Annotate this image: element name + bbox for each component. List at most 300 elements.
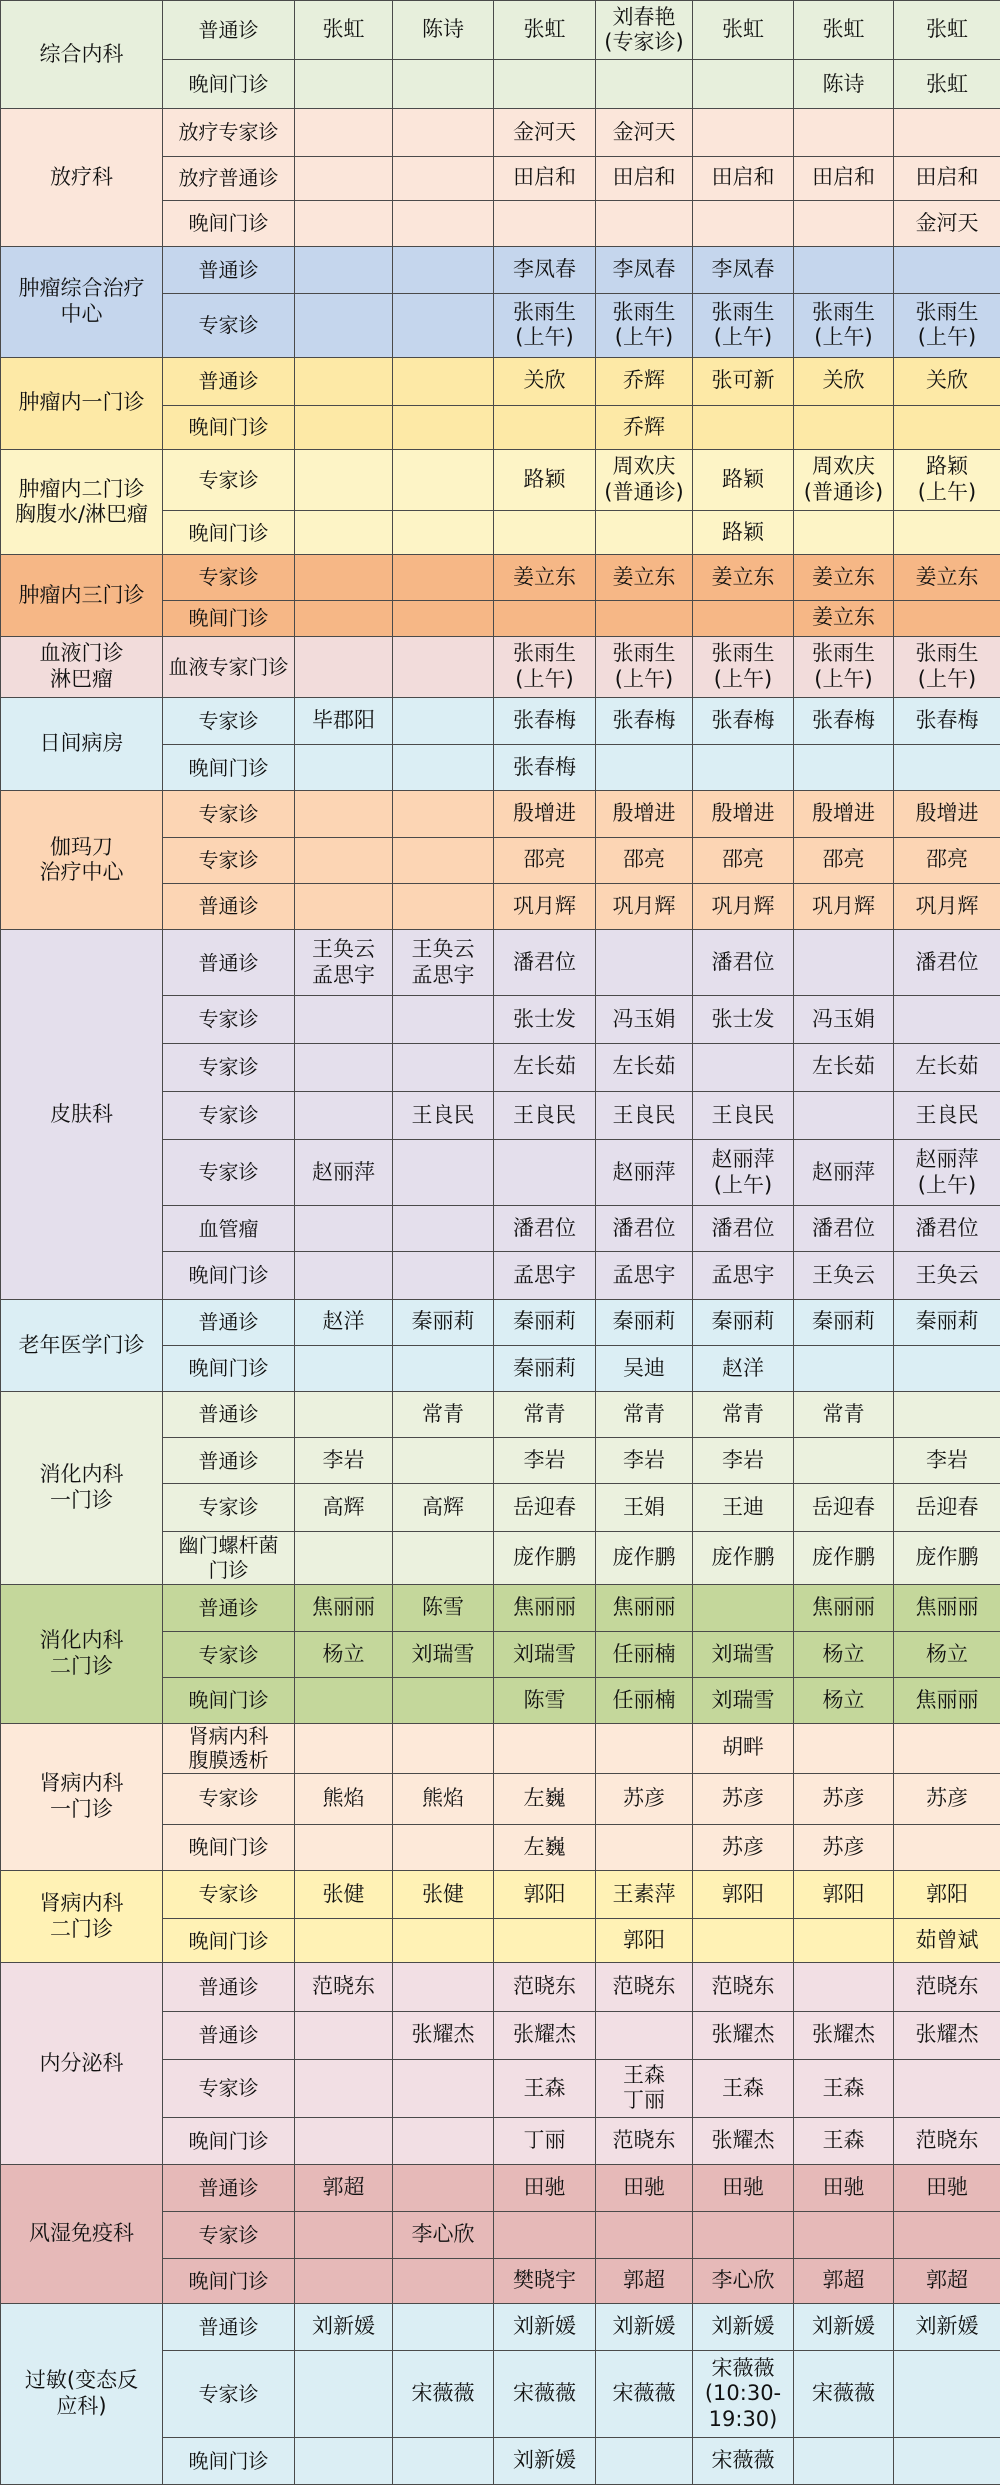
doctor-cell (295, 636, 393, 697)
doctor-cell (693, 60, 794, 109)
doctor-cell: 殷增进 (894, 791, 1000, 837)
doctor-cell: 姜立东 (693, 555, 794, 600)
doctor-cell: 秦丽莉 (693, 1299, 794, 1345)
doctor-cell: 郭阳 (494, 1870, 596, 1918)
doctor-cell: 王森 (494, 2059, 596, 2117)
doctor-cell: 王森 (794, 2059, 894, 2117)
clinic-type: 肾病内科 腹膜透析 (163, 1723, 295, 1773)
doctor-cell (295, 1392, 393, 1438)
doctor-cell (894, 2059, 1000, 2117)
doctor-cell: 张耀杰 (693, 2011, 794, 2059)
clinic-type: 专家诊 (163, 1773, 295, 1824)
doctor-cell (794, 1919, 894, 1963)
doctor-cell: 陈诗 (393, 1, 494, 60)
clinic-type: 普通诊 (163, 2165, 295, 2212)
doctor-cell (794, 745, 894, 791)
table-row (1, 2303, 1000, 2350)
doctor-cell: 金河天 (596, 109, 693, 156)
doctor-cell (693, 200, 794, 246)
clinic-type: 晚间门诊 (163, 405, 295, 449)
clinic-type: 专家诊 (163, 996, 295, 1043)
doctor-cell (295, 1206, 393, 1252)
doctor-cell: 孟思宇 (596, 1252, 693, 1299)
doctor-cell: 庞作鹏 (794, 1531, 894, 1584)
doctor-cell: 殷增进 (693, 791, 794, 837)
doctor-cell (596, 2212, 693, 2258)
doctor-cell: 巩月辉 (894, 883, 1000, 929)
clinic-type: 专家诊 (163, 555, 295, 600)
doctor-cell (494, 1139, 596, 1205)
doctor-cell: 郭阳 (794, 1870, 894, 1918)
doctor-cell: 焦丽丽 (596, 1584, 693, 1631)
doctor-cell: 潘君位 (596, 1206, 693, 1252)
doctor-cell (794, 930, 894, 996)
doctor-cell (393, 449, 494, 510)
doctor-cell: 苏彦 (693, 1824, 794, 1870)
doctor-cell: 高辉 (295, 1484, 393, 1531)
doctor-cell: 张虹 (295, 1, 393, 60)
clinic-type: 普通诊 (163, 883, 295, 929)
doctor-cell (393, 2117, 494, 2164)
doctor-cell (295, 2212, 393, 2258)
doctor-cell: 赵丽萍 (上午) (693, 1139, 794, 1205)
doctor-cell: 姜立东 (596, 555, 693, 600)
department-name: 肾病内科 二门诊 (1, 1870, 163, 1962)
clinic-type: 晚间门诊 (163, 60, 295, 109)
doctor-cell: 左长茹 (894, 1043, 1000, 1091)
clinic-type: 专家诊 (163, 698, 295, 745)
doctor-cell (295, 511, 393, 555)
doctor-cell: 宋薇薇 (10:30- 19:30) (693, 2351, 794, 2438)
doctor-cell: 焦丽丽 (494, 1584, 596, 1631)
doctor-cell: 杨立 (794, 1678, 894, 1723)
doctor-cell: 张春梅 (693, 698, 794, 745)
department-name: 肿瘤内二门诊 胸腹水/淋巴瘤 (1, 449, 163, 554)
table-row (1, 1870, 1000, 1918)
department-name: 内分泌科 (1, 1963, 163, 2165)
doctor-cell: 潘君位 (693, 1206, 794, 1252)
clinic-type: 普通诊 (163, 2303, 295, 2350)
doctor-cell (494, 511, 596, 555)
doctor-cell (393, 156, 494, 200)
doctor-cell (393, 200, 494, 246)
doctor-cell (393, 636, 494, 697)
doctor-cell (393, 1678, 494, 1723)
doctor-cell (295, 294, 393, 357)
doctor-cell: 范晓东 (894, 1963, 1000, 2011)
doctor-cell: 张雨生 (上午) (894, 294, 1000, 357)
doctor-cell (393, 791, 494, 837)
doctor-cell: 姜立东 (794, 600, 894, 636)
doctor-cell: 熊焰 (295, 1773, 393, 1824)
doctor-cell: 张可新 (693, 357, 794, 405)
doctor-cell (393, 555, 494, 600)
doctor-cell: 范晓东 (596, 1963, 693, 2011)
doctor-cell: 毕郡阳 (295, 698, 393, 745)
doctor-cell (295, 2059, 393, 2117)
clinic-type: 晚间门诊 (163, 2258, 295, 2303)
doctor-cell: 范晓东 (295, 1963, 393, 2011)
doctor-cell (295, 996, 393, 1043)
doctor-cell (596, 2011, 693, 2059)
doctor-cell: 邵亮 (794, 837, 894, 883)
doctor-cell (596, 60, 693, 109)
doctor-cell: 刘新媛 (295, 2303, 393, 2350)
doctor-cell (894, 1392, 1000, 1438)
clinic-type: 普通诊 (163, 357, 295, 405)
doctor-cell: 郭超 (794, 2258, 894, 2303)
doctor-cell (393, 2258, 494, 2303)
doctor-cell: 田启和 (894, 156, 1000, 200)
doctor-cell (596, 200, 693, 246)
doctor-cell (393, 1139, 494, 1205)
doctor-cell: 殷增进 (794, 791, 894, 837)
doctor-cell: 宋薇薇 (393, 2351, 494, 2438)
doctor-cell: 胡畔 (693, 1723, 794, 1773)
doctor-cell (393, 1043, 494, 1091)
doctor-cell: 孟思宇 (693, 1252, 794, 1299)
doctor-cell: 田启和 (794, 156, 894, 200)
department-name: 放疗科 (1, 109, 163, 247)
doctor-cell: 殷增进 (596, 791, 693, 837)
doctor-cell: 关欣 (494, 357, 596, 405)
doctor-cell (894, 996, 1000, 1043)
doctor-cell (693, 745, 794, 791)
department-name: 伽玛刀 治疗中心 (1, 791, 163, 930)
clinic-type: 晚间门诊 (163, 2117, 295, 2164)
clinic-type: 普通诊 (163, 1584, 295, 1631)
doctor-cell (393, 1723, 494, 1773)
doctor-cell (393, 511, 494, 555)
doctor-cell: 金河天 (494, 109, 596, 156)
doctor-cell: 张虹 (494, 1, 596, 60)
clinic-type: 晚间门诊 (163, 200, 295, 246)
doctor-cell (894, 109, 1000, 156)
doctor-cell (393, 2303, 494, 2350)
doctor-cell: 范晓东 (494, 1963, 596, 2011)
clinic-type: 普通诊 (163, 1438, 295, 1484)
clinic-type: 普通诊 (163, 1, 295, 60)
doctor-cell (295, 357, 393, 405)
doctor-cell (295, 1345, 393, 1391)
doctor-cell: 潘君位 (894, 930, 1000, 996)
doctor-cell: 王奂云 (794, 1252, 894, 1299)
doctor-cell (295, 791, 393, 837)
doctor-cell: 范晓东 (693, 1963, 794, 2011)
doctor-cell: 冯玉娟 (596, 996, 693, 1043)
doctor-cell (794, 511, 894, 555)
doctor-cell: 高辉 (393, 1484, 494, 1531)
doctor-cell: 郭超 (894, 2258, 1000, 2303)
doctor-cell: 庞作鹏 (894, 1531, 1000, 1584)
doctor-cell: 姜立东 (794, 555, 894, 600)
table-row (1, 1723, 1000, 1773)
doctor-cell (794, 1438, 894, 1484)
doctor-cell: 秦丽莉 (393, 1299, 494, 1345)
doctor-cell (393, 1206, 494, 1252)
doctor-cell (295, 1919, 393, 1963)
clinic-type: 专家诊 (163, 2059, 295, 2117)
doctor-cell (393, 698, 494, 745)
department-name: 综合内科 (1, 1, 163, 109)
doctor-cell: 张春梅 (494, 745, 596, 791)
doctor-cell: 左长茹 (494, 1043, 596, 1091)
clinic-type: 放疗专家诊 (163, 109, 295, 156)
doctor-cell: 范晓东 (596, 2117, 693, 2164)
doctor-cell (295, 449, 393, 510)
doctor-cell: 邵亮 (693, 837, 794, 883)
doctor-cell (894, 2438, 1000, 2485)
clinic-type: 专家诊 (163, 1091, 295, 1139)
doctor-cell: 潘君位 (894, 1206, 1000, 1252)
doctor-cell: 孟思宇 (494, 1252, 596, 1299)
doctor-cell (295, 1723, 393, 1773)
doctor-cell: 潘君位 (494, 1206, 596, 1252)
doctor-cell: 张雨生 (上午) (494, 636, 596, 697)
doctor-cell: 樊晓宇 (494, 2258, 596, 2303)
doctor-cell: 乔辉 (596, 357, 693, 405)
doctor-cell: 常青 (794, 1392, 894, 1438)
doctor-cell: 焦丽丽 (794, 1584, 894, 1631)
table-row (1, 2165, 1000, 2212)
doctor-cell: 庞作鹏 (596, 1531, 693, 1584)
doctor-cell (393, 837, 494, 883)
doctor-cell (295, 600, 393, 636)
doctor-cell: 王良民 (494, 1091, 596, 1139)
doctor-cell: 苏彦 (693, 1773, 794, 1824)
doctor-cell: 李岩 (494, 1438, 596, 1484)
clinic-type: 专家诊 (163, 294, 295, 357)
table-row (1, 109, 1000, 156)
doctor-cell (894, 405, 1000, 449)
table-row (1, 247, 1000, 294)
doctor-cell: 王素萍 (596, 1870, 693, 1918)
doctor-cell: 刘瑞雪 (693, 1678, 794, 1723)
table-row (1, 1963, 1000, 2011)
doctor-cell: 王森 (794, 2117, 894, 2164)
doctor-cell: 刘瑞雪 (693, 1632, 794, 1678)
doctor-cell (794, 405, 894, 449)
doctor-cell: 乔辉 (596, 405, 693, 449)
doctor-cell (794, 2212, 894, 2258)
clinic-type: 专家诊 (163, 2351, 295, 2438)
doctor-cell: 左长茹 (596, 1043, 693, 1091)
doctor-cell (894, 247, 1000, 294)
doctor-cell: 张雨生 (上午) (494, 294, 596, 357)
doctor-cell (494, 1723, 596, 1773)
doctor-cell (494, 60, 596, 109)
doctor-cell: 王良民 (693, 1091, 794, 1139)
doctor-cell (494, 200, 596, 246)
doctor-cell (295, 1678, 393, 1723)
doctor-cell: 赵洋 (295, 1299, 393, 1345)
doctor-cell: 左长茹 (794, 1043, 894, 1091)
doctor-cell: 秦丽莉 (494, 1299, 596, 1345)
doctor-cell: 李凤春 (494, 247, 596, 294)
doctor-cell (596, 930, 693, 996)
doctor-cell (393, 2059, 494, 2117)
doctor-cell: 赵洋 (693, 1345, 794, 1391)
department-name: 老年医学门诊 (1, 1299, 163, 1391)
doctor-cell (596, 1824, 693, 1870)
doctor-cell (295, 405, 393, 449)
doctor-cell: 郭阳 (894, 1870, 1000, 1918)
doctor-cell: 张虹 (894, 60, 1000, 109)
clinic-type: 晚间门诊 (163, 1824, 295, 1870)
doctor-cell: 张春梅 (894, 698, 1000, 745)
doctor-cell: 吴迪 (596, 1345, 693, 1391)
clinic-type: 专家诊 (163, 1139, 295, 1205)
doctor-cell: 赵丽萍 (295, 1139, 393, 1205)
doctor-cell (693, 600, 794, 636)
clinic-type: 血液专家门诊 (163, 636, 295, 697)
doctor-cell: 宋薇薇 (494, 2351, 596, 2438)
doctor-cell: 刘新媛 (494, 2438, 596, 2485)
clinic-type: 晚间门诊 (163, 1678, 295, 1723)
doctor-cell: 常青 (494, 1392, 596, 1438)
doctor-cell (393, 883, 494, 929)
doctor-cell: 张耀杰 (393, 2011, 494, 2059)
doctor-cell: 苏彦 (894, 1773, 1000, 1824)
department-name: 消化内科 二门诊 (1, 1584, 163, 1723)
doctor-cell (693, 405, 794, 449)
doctor-cell: 张耀杰 (794, 2011, 894, 2059)
doctor-cell (295, 156, 393, 200)
doctor-cell (794, 109, 894, 156)
doctor-cell: 杨立 (794, 1632, 894, 1678)
doctor-cell: 苏彦 (596, 1773, 693, 1824)
doctor-cell (494, 1919, 596, 1963)
doctor-cell (295, 2351, 393, 2438)
doctor-cell: 常青 (596, 1392, 693, 1438)
doctor-cell: 张耀杰 (693, 2117, 794, 2164)
clinic-type: 专家诊 (163, 1870, 295, 1918)
doctor-cell (393, 60, 494, 109)
doctor-cell: 宋薇薇 (794, 2351, 894, 2438)
doctor-cell: 田驰 (596, 2165, 693, 2212)
doctor-cell: 茹曾斌 (894, 1919, 1000, 1963)
doctor-cell: 王良民 (393, 1091, 494, 1139)
doctor-cell (494, 405, 596, 449)
doctor-cell (295, 745, 393, 791)
department-name: 风湿免疫科 (1, 2165, 163, 2304)
doctor-cell: 郭超 (295, 2165, 393, 2212)
doctor-cell: 王奂云 孟思宇 (393, 930, 494, 996)
doctor-cell (393, 109, 494, 156)
doctor-cell: 刘新媛 (794, 2303, 894, 2350)
doctor-cell: 岳迎春 (494, 1484, 596, 1531)
doctor-cell (295, 247, 393, 294)
doctor-cell (295, 1252, 393, 1299)
clinic-type: 专家诊 (163, 1484, 295, 1531)
doctor-cell: 常青 (393, 1392, 494, 1438)
doctor-cell (693, 1043, 794, 1091)
doctor-cell: 张雨生 (上午) (794, 294, 894, 357)
clinic-type: 晚间门诊 (163, 511, 295, 555)
table-row (1, 698, 1000, 745)
doctor-cell: 田启和 (693, 156, 794, 200)
doctor-cell (894, 2212, 1000, 2258)
doctor-cell: 王迪 (693, 1484, 794, 1531)
doctor-cell: 张雨生 (上午) (693, 636, 794, 697)
doctor-cell: 李岩 (693, 1438, 794, 1484)
doctor-cell: 巩月辉 (794, 883, 894, 929)
doctor-cell (393, 1345, 494, 1391)
doctor-cell (295, 1531, 393, 1584)
doctor-cell: 任丽楠 (596, 1678, 693, 1723)
table-row (1, 636, 1000, 697)
table-row (1, 449, 1000, 510)
doctor-cell: 关欣 (794, 357, 894, 405)
doctor-cell (295, 883, 393, 929)
clinic-type: 放疗普通诊 (163, 156, 295, 200)
doctor-cell (794, 1723, 894, 1773)
clinic-type: 专家诊 (163, 1632, 295, 1678)
doctor-cell: 张虹 (693, 1, 794, 60)
doctor-cell: 巩月辉 (494, 883, 596, 929)
doctor-cell (295, 2258, 393, 2303)
doctor-cell: 田驰 (693, 2165, 794, 2212)
doctor-cell: 潘君位 (494, 930, 596, 996)
doctor-cell: 姜立东 (494, 555, 596, 600)
clinic-type: 晚间门诊 (163, 1252, 295, 1299)
doctor-cell: 张春梅 (596, 698, 693, 745)
doctor-cell (794, 247, 894, 294)
clinic-type: 幽门螺杆菌 门诊 (163, 1531, 295, 1584)
doctor-cell: 路颖 (693, 449, 794, 510)
table-row (1, 1392, 1000, 1438)
doctor-cell (295, 837, 393, 883)
doctor-cell: 田启和 (494, 156, 596, 200)
doctor-cell: 张虹 (794, 1, 894, 60)
doctor-cell: 路颖 (上午) (894, 449, 1000, 510)
doctor-cell: 苏彦 (794, 1773, 894, 1824)
department-name: 肿瘤内三门诊 (1, 555, 163, 636)
doctor-cell: 金河天 (894, 200, 1000, 246)
doctor-cell (295, 109, 393, 156)
doctor-cell: 田驰 (894, 2165, 1000, 2212)
doctor-cell: 潘君位 (794, 1206, 894, 1252)
doctor-cell: 田启和 (596, 156, 693, 200)
doctor-cell: 李凤春 (596, 247, 693, 294)
clinic-type: 普通诊 (163, 1299, 295, 1345)
doctor-cell (393, 600, 494, 636)
doctor-cell: 杨立 (894, 1632, 1000, 1678)
clinic-type: 晚间门诊 (163, 2438, 295, 2485)
doctor-cell: 张健 (295, 1870, 393, 1918)
doctor-cell (393, 996, 494, 1043)
doctor-cell: 周欢庆 (普通诊) (596, 449, 693, 510)
doctor-cell (393, 247, 494, 294)
clinic-type: 专家诊 (163, 837, 295, 883)
doctor-cell (393, 745, 494, 791)
doctor-cell: 常青 (693, 1392, 794, 1438)
doctor-cell (393, 1963, 494, 2011)
table-row (1, 930, 1000, 996)
doctor-cell: 王森 丁丽 (596, 2059, 693, 2117)
doctor-cell (794, 2438, 894, 2485)
doctor-cell: 巩月辉 (596, 883, 693, 929)
doctor-cell (494, 2212, 596, 2258)
doctor-cell (295, 1824, 393, 1870)
table-row (1, 555, 1000, 600)
doctor-cell: 李心欣 (393, 2212, 494, 2258)
clinic-type: 晚间门诊 (163, 1919, 295, 1963)
department-name: 肿瘤内一门诊 (1, 357, 163, 449)
doctor-cell (794, 200, 894, 246)
doctor-cell: 熊焰 (393, 1773, 494, 1824)
doctor-cell: 岳迎春 (794, 1484, 894, 1531)
